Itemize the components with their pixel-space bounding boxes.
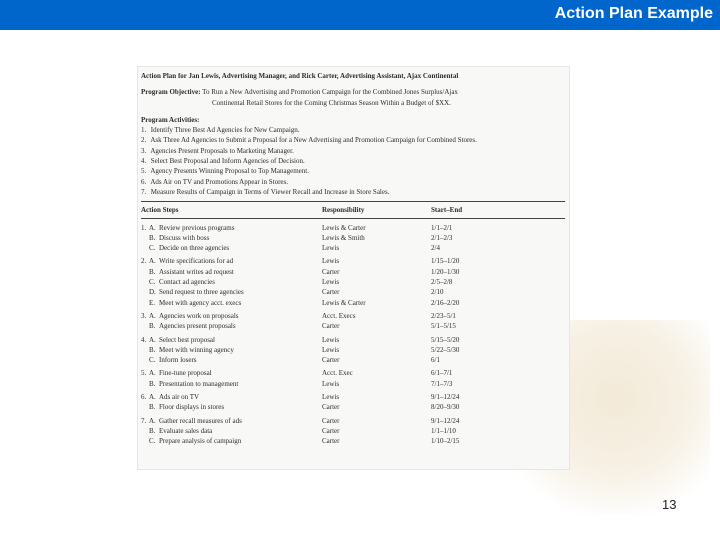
step-letter: B.: [149, 379, 156, 388]
action-plan-document: [137, 66, 570, 470]
dates-cell: 7/1–7/3: [431, 379, 453, 388]
document-header: Action Plan for Jan Lewis, Advertising Manager, and Rick Carter, Advertising Assistant, Ajax Continental: [141, 72, 459, 80]
activity-number: 3.: [141, 146, 147, 155]
step-cell: [141, 277, 322, 287]
dates-cell: 2/10: [431, 288, 444, 297]
step-text: Review previous programs: [159, 223, 235, 232]
table-row: [141, 277, 565, 287]
table-row: [141, 402, 565, 412]
dates-cell: 2/5–2/8: [431, 278, 453, 287]
step-cell: [141, 345, 322, 355]
responsibility-cell: Lewis & Smith: [322, 233, 365, 242]
step-text: Write specifications for ad: [159, 257, 234, 266]
step-text: Meet with winning agency: [159, 345, 234, 354]
table-row: [141, 355, 565, 365]
step-number: [141, 436, 149, 446]
step-text: Inform losers: [159, 356, 197, 365]
step-cell: [141, 335, 322, 345]
activity-number: 5.: [141, 167, 147, 176]
page-number: 13: [662, 497, 677, 512]
activity-text: Identify Three Best Ad Agencies for New Campaign.: [150, 126, 300, 135]
step-cell: [141, 321, 322, 331]
step-group: [141, 256, 565, 307]
dates-cell: 9/1–12/24: [431, 416, 460, 425]
table-row: [141, 416, 565, 426]
responsibility-cell: Acct. Exec: [322, 369, 353, 378]
step-number: 1.: [141, 223, 147, 232]
table-row: [141, 267, 565, 277]
step-letter: B.: [149, 403, 156, 412]
step-text: Decide on three agencies: [159, 244, 230, 253]
responsibility-cell: Lewis: [322, 345, 340, 354]
responsibility-cell: Carter: [322, 403, 340, 412]
step-letter: B.: [149, 233, 156, 242]
step-text: Select best proposal: [159, 335, 215, 344]
step-group: [141, 335, 565, 366]
step-letter: A.: [149, 416, 156, 425]
step-number: [141, 355, 149, 365]
activity-item: [141, 187, 565, 197]
table-row: [141, 426, 565, 436]
step-number: [141, 426, 149, 436]
activity-item: [141, 146, 565, 156]
table-row: [141, 436, 565, 446]
col-header-start-end: Start–End: [431, 206, 463, 215]
title-bar: [0, 0, 720, 30]
activity-item: [141, 156, 565, 166]
slide-title: Action Plan Example: [554, 5, 713, 22]
table-row: [141, 223, 565, 233]
activity-number: 1.: [141, 126, 147, 135]
step-cell: [141, 355, 322, 365]
step-cell: [141, 256, 322, 266]
step-cell: [141, 223, 322, 233]
activity-number: 2.: [141, 136, 147, 145]
dates-cell: 1/15–1/20: [431, 257, 460, 266]
dates-cell: 2/1–2/3: [431, 233, 453, 242]
responsibility-cell: Lewis & Carter: [322, 298, 366, 307]
activity-item: [141, 166, 565, 176]
step-cell: [141, 311, 322, 321]
responsibility-cell: Carter: [322, 267, 340, 276]
step-number: [141, 345, 149, 355]
dates-cell: 2/4: [431, 244, 440, 253]
step-text: Ads air on TV: [159, 393, 200, 402]
dates-cell: 8/20–9/30: [431, 403, 460, 412]
step-letter: D.: [149, 288, 156, 297]
step-letter: A.: [149, 393, 156, 402]
responsibility-cell: Lewis: [322, 379, 340, 388]
step-letter: A.: [149, 223, 156, 232]
step-letter: B.: [149, 426, 156, 435]
step-cell: [141, 243, 322, 253]
step-letter: C.: [149, 437, 156, 446]
document-content: [141, 71, 565, 450]
step-cell: [141, 379, 322, 389]
dates-cell: 5/15–5/20: [431, 335, 460, 344]
responsibility-cell: Lewis: [322, 335, 340, 344]
table-row: [141, 379, 565, 389]
activity-text: Ads Air on TV and Promotions Appear in Stores.: [150, 177, 288, 186]
col-header-responsibility: Responsibility: [322, 206, 365, 215]
activity-item: [141, 135, 565, 145]
responsibility-cell: Carter: [322, 356, 340, 365]
table-row: [141, 368, 565, 378]
step-number: 3.: [141, 311, 147, 320]
step-cell: [141, 392, 322, 402]
activities-title: Program Activities:: [141, 115, 200, 124]
table-row: [141, 243, 565, 253]
table-row: [141, 256, 565, 266]
table-row: [141, 392, 565, 402]
activity-item: [141, 177, 565, 187]
dates-cell: 1/10–2/15: [431, 437, 460, 446]
responsibility-cell: Lewis & Carter: [322, 223, 366, 232]
step-letter: A.: [149, 257, 156, 266]
table-row: [141, 335, 565, 345]
activity-number: 7.: [141, 187, 147, 196]
dates-cell: 1/1–2/1: [431, 223, 453, 232]
activity-text: Agencies Present Proposals to Marketing Manager.: [150, 146, 294, 155]
activity-number: 4.: [141, 157, 147, 166]
step-number: [141, 277, 149, 287]
step-number: [141, 287, 149, 297]
step-number: [141, 233, 149, 243]
responsibility-cell: Carter: [322, 426, 340, 435]
dates-cell: 1/20–1/30: [431, 267, 460, 276]
table-row: [141, 311, 565, 321]
step-letter: B.: [149, 322, 156, 331]
step-text: Fine-tune proposal: [159, 369, 212, 378]
responsibility-cell: Acct. Execs: [322, 311, 356, 320]
step-cell: [141, 267, 322, 277]
step-text: Agencies work on proposals: [159, 311, 239, 320]
step-number: 6.: [141, 393, 147, 402]
step-text: Evaluate sales data: [159, 426, 213, 435]
header-rule: [141, 218, 565, 219]
table-row: [141, 321, 565, 331]
step-cell: [141, 402, 322, 412]
activity-text: Select Best Proposal and Inform Agencies of Decision.: [150, 157, 305, 166]
steps-table-header: [141, 201, 565, 215]
step-text: Gather recall measures of ads: [159, 416, 242, 425]
step-number: 4.: [141, 335, 147, 344]
step-number: [141, 321, 149, 331]
step-cell: [141, 298, 322, 308]
step-text: Meet with agency acct. execs: [159, 298, 242, 307]
step-text: Presentation to management: [159, 379, 239, 388]
activity-number: 6.: [141, 177, 147, 186]
activity-text: Measure Results of Campaign in Terms of Viewer Recall and Increase in Store Sales.: [150, 187, 390, 196]
step-letter: C.: [149, 356, 156, 365]
steps-table-body: [141, 223, 565, 447]
responsibility-cell: Lewis: [322, 257, 340, 266]
step-number: [141, 298, 149, 308]
dates-cell: 6/1: [431, 356, 440, 365]
responsibility-cell: Carter: [322, 288, 340, 297]
step-letter: A.: [149, 335, 156, 344]
program-objective: [141, 87, 565, 108]
dates-cell: 9/1–12/24: [431, 393, 460, 402]
step-cell: [141, 426, 322, 436]
dates-cell: 6/1–7/1: [431, 369, 453, 378]
step-letter: C.: [149, 244, 156, 253]
step-cell: [141, 287, 322, 297]
table-row: [141, 287, 565, 297]
step-text: Assistant writes ad request: [159, 267, 234, 276]
table-row: [141, 345, 565, 355]
step-group: [141, 311, 565, 332]
responsibility-cell: Carter: [322, 437, 340, 446]
step-text: Send request to three agencies: [159, 288, 244, 297]
dates-cell: 5/22–5/30: [431, 345, 460, 354]
activity-text: Agency Presents Winning Proposal to Top Management.: [150, 167, 309, 176]
step-letter: C.: [149, 278, 156, 287]
step-letter: B.: [149, 345, 156, 354]
step-text: Floor displays in stores: [159, 403, 225, 412]
responsibility-cell: Lewis: [322, 278, 340, 287]
dates-cell: 5/1–5/15: [431, 322, 456, 331]
dates-cell: 2/23–5/1: [431, 311, 456, 320]
table-row: [141, 298, 565, 308]
objective-label: Program Objective:: [141, 88, 201, 97]
step-number: [141, 402, 149, 412]
step-text: Prepare analysis of campaign: [159, 437, 242, 446]
step-cell: [141, 416, 322, 426]
table-row: [141, 233, 565, 243]
responsibility-cell: Carter: [322, 322, 340, 331]
objective-line-1: To Run a New Advertising and Promotion Campaign for the Combined Jones Surplus/Ajax: [202, 88, 458, 97]
dates-cell: 1/1–1/10: [431, 426, 456, 435]
step-group: [141, 416, 565, 447]
step-number: 5.: [141, 369, 147, 378]
step-cell: [141, 368, 322, 378]
step-number: 2.: [141, 257, 147, 266]
activities-list: [141, 125, 565, 197]
step-number: [141, 267, 149, 277]
step-text: Agencies present proposals: [159, 322, 236, 331]
activity-item: [141, 125, 565, 135]
step-number: 7.: [141, 416, 147, 425]
step-group: [141, 223, 565, 254]
responsibility-cell: Lewis: [322, 244, 340, 253]
responsibility-cell: Carter: [322, 416, 340, 425]
step-group: [141, 392, 565, 413]
step-number: [141, 379, 149, 389]
col-header-steps: Action Steps: [141, 206, 179, 215]
step-letter: E.: [149, 298, 156, 307]
step-group: [141, 368, 565, 389]
step-letter: B.: [149, 267, 156, 276]
step-cell: [141, 233, 322, 243]
step-letter: A.: [149, 311, 156, 320]
step-text: Discuss with boss: [159, 233, 210, 242]
step-text: Contact ad agencies: [159, 278, 215, 287]
step-number: [141, 243, 149, 253]
objective-line-2: Continental Retail Stores for the Coming Christmas Season Within a Budget of $XX.: [212, 98, 451, 107]
dates-cell: 2/16–2/20: [431, 298, 460, 307]
activity-text: Ask Three Ad Agencies to Submit a Proposal for a New Advertising and Promotion Campaign for Combined Stores.: [150, 136, 477, 145]
step-letter: A.: [149, 369, 156, 378]
responsibility-cell: Lewis: [322, 393, 340, 402]
step-cell: [141, 436, 322, 446]
